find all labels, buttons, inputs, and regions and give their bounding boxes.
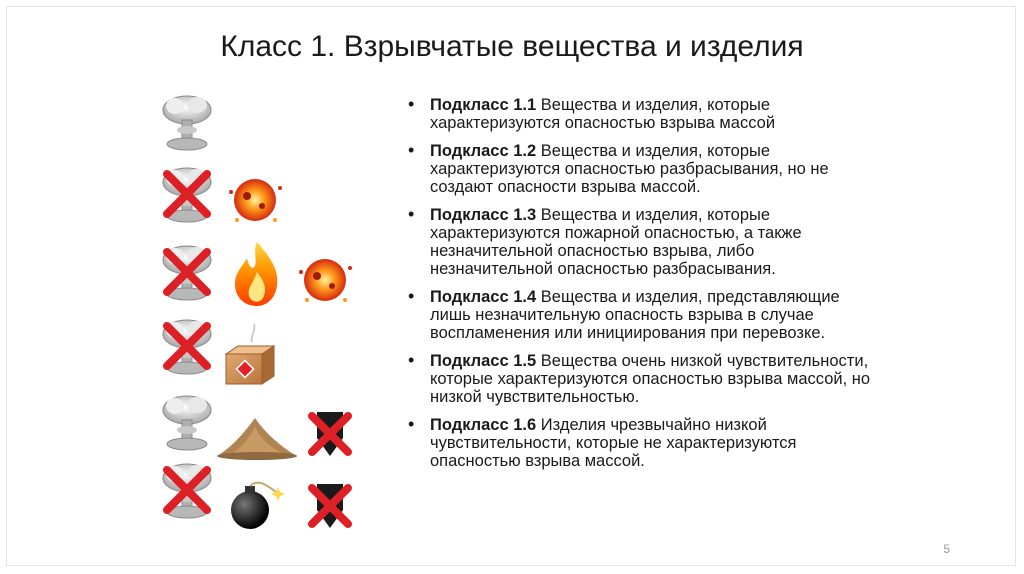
mushroom-cloud-icon [163, 396, 211, 450]
list-item [408, 206, 878, 278]
subclass-text: Вещества и изделия, которые характеризуются опасностью разбрасывания, но не создают опасности взрыва массой. [430, 142, 829, 196]
list-item [408, 142, 878, 196]
list-item [408, 288, 878, 342]
subclass-text: Вещества и изделия, представляющие лишь незначительную опасность взрыва в случае воспламенения или инициирования при перевозке. [430, 288, 840, 342]
mushroom-cloud-crossed-icon [163, 168, 211, 222]
shield-crossed-icon [312, 412, 348, 456]
fire-icon [235, 242, 277, 306]
subclass-label: Подкласс 1.4 [430, 288, 537, 306]
subclass-list [408, 96, 878, 480]
subclass-label: Подкласс 1.5 [430, 352, 537, 370]
subclass-text: Вещества и изделия, которые характеризуются пожарной опасностью, а также незначительной опасностью взрыва, либо незначительной опасностью разбрасывания. [430, 206, 802, 278]
powder-pile-icon [217, 418, 297, 460]
hazard-icons [150, 88, 370, 538]
list-item [408, 416, 878, 470]
mushroom-cloud-crossed-icon [163, 464, 211, 518]
subclass-label: Подкласс 1.3 [430, 206, 537, 224]
subclass-label: Подкласс 1.2 [430, 142, 537, 160]
hazard-icons-svg [150, 88, 370, 538]
subclass-label: Подкласс 1.6 [430, 416, 537, 434]
box-icon [226, 324, 274, 384]
subclass-text: Вещества и изделия, которые характеризуются опасностью взрыва массой [430, 96, 776, 132]
shield-crossed-icon [312, 484, 348, 528]
page-number: 5 [943, 542, 950, 556]
list-item [408, 96, 878, 132]
bomb-icon [231, 483, 285, 529]
explosion-icon [299, 259, 352, 302]
subclass-text: Изделия чрезвычайно низкой чувствительности, которые не характеризуются опасностью взрыва массой. [430, 416, 797, 470]
list-item [408, 352, 878, 406]
explosion-icon [229, 179, 282, 222]
mushroom-cloud-crossed-icon [163, 246, 211, 300]
subclass-text: Вещества очень низкой чувствительности, которые характеризуются опасностью взрыва массой, но низкой чувствительностью. [430, 352, 871, 406]
subclass-label: Подкласс 1.1 [430, 96, 537, 114]
mushroom-cloud-icon [163, 96, 211, 150]
slide-title: Класс 1. Взрывчатые вещества и изделия [220, 30, 804, 63]
mushroom-cloud-crossed-icon [163, 320, 211, 374]
